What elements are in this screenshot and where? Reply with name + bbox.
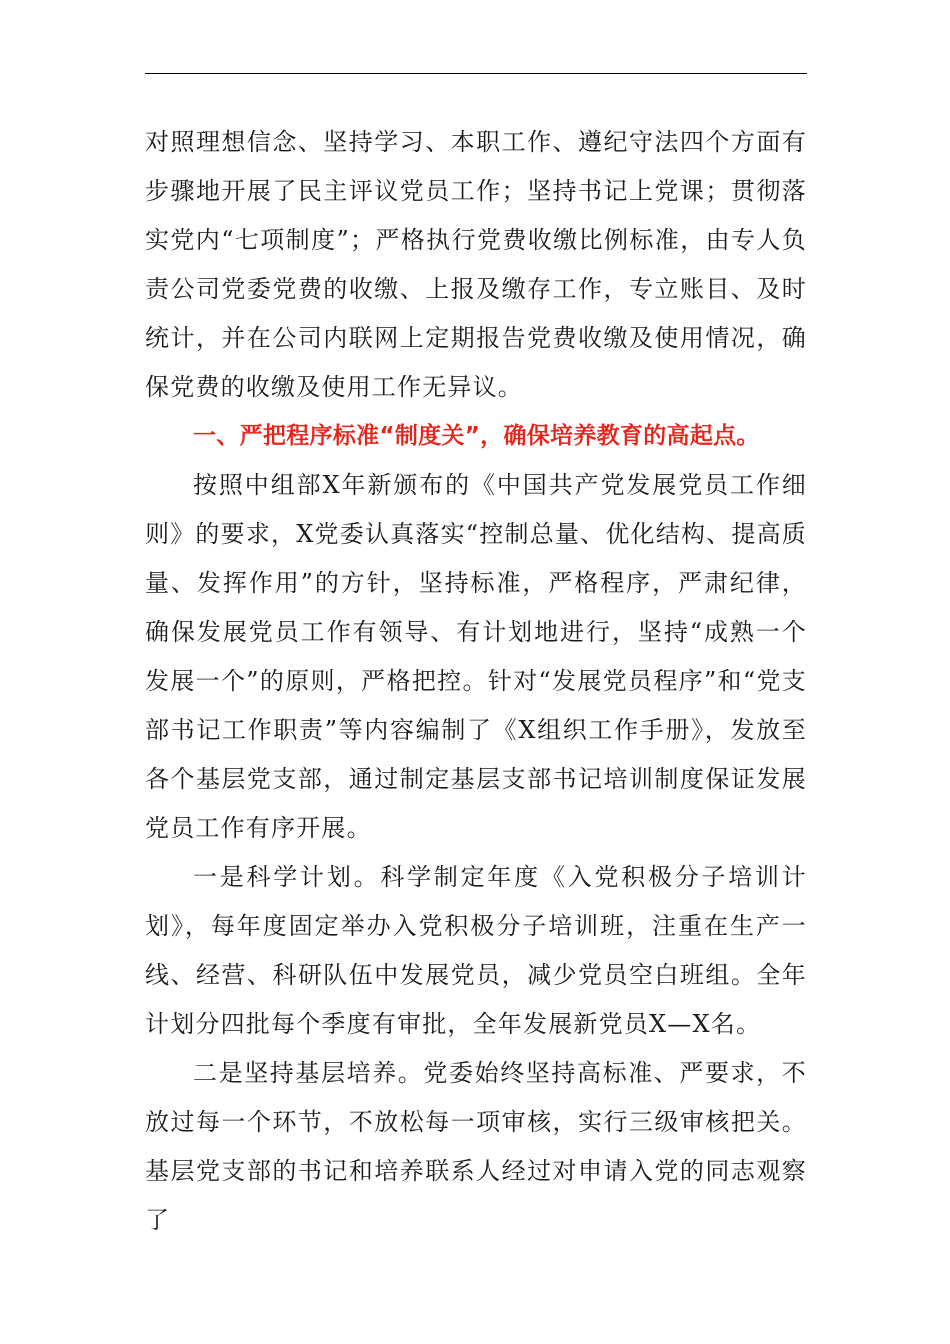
paragraph-body: 按照中组部X年新颁布的《中国共产党发展党员工作细则》的要求，X党委认真落实“控制总量、优化结构、提高质量、发挥作用”的方针，坚持标准，严格程序，严肃纪律，确保发展党员工作有领导、有计划地进行，坚持“成熟一个发展一个”的原则，严格把控。针对“发展党员程序”和“党支部书记工作职责”等内容编制了《X组织工作手册》，发放至各个基层党支部，通过制定基层支部书记培训制度保证发展党员工作有序开展。	[145, 471, 807, 842]
document-body	[145, 118, 807, 1245]
paragraph-body: 二是坚持基层培养。党委始终坚持高标准、严要求，不放过每一个环节，不放松每一项审核，实行三级审核把关。基层党支部的书记和培养联系人经过对申请入党的同志观察了	[145, 1059, 807, 1234]
paragraph-continuation: 对照理想信念、坚持学习、本职工作、遵纪守法四个方面有步骤地开展了民主评议党员工作；坚持书记上党课；贯彻落实党内“七项制度”；严格执行党费收缴比例标准，由专人负责公司党委党费的收缴、上报及缴存工作，专立账目、及时统计，并在公司内联网上定期报告党费收缴及使用情况，确保党费的收缴及使用工作无异议。	[145, 128, 807, 401]
section-heading: 一、严把程序标准“制度关”，确保培养教育的高起点。	[193, 423, 760, 449]
header-rule	[145, 73, 807, 74]
paragraph-body: 一是科学计划。科学制定年度《入党积极分子培训计划》，每年度固定举办入党积极分子培训班，注重在生产一线、经营、科研队伍中发展党员，减少党员空白班组。全年计划分四批每个季度有审批，全年发展新党员X—X名。	[145, 863, 807, 1038]
